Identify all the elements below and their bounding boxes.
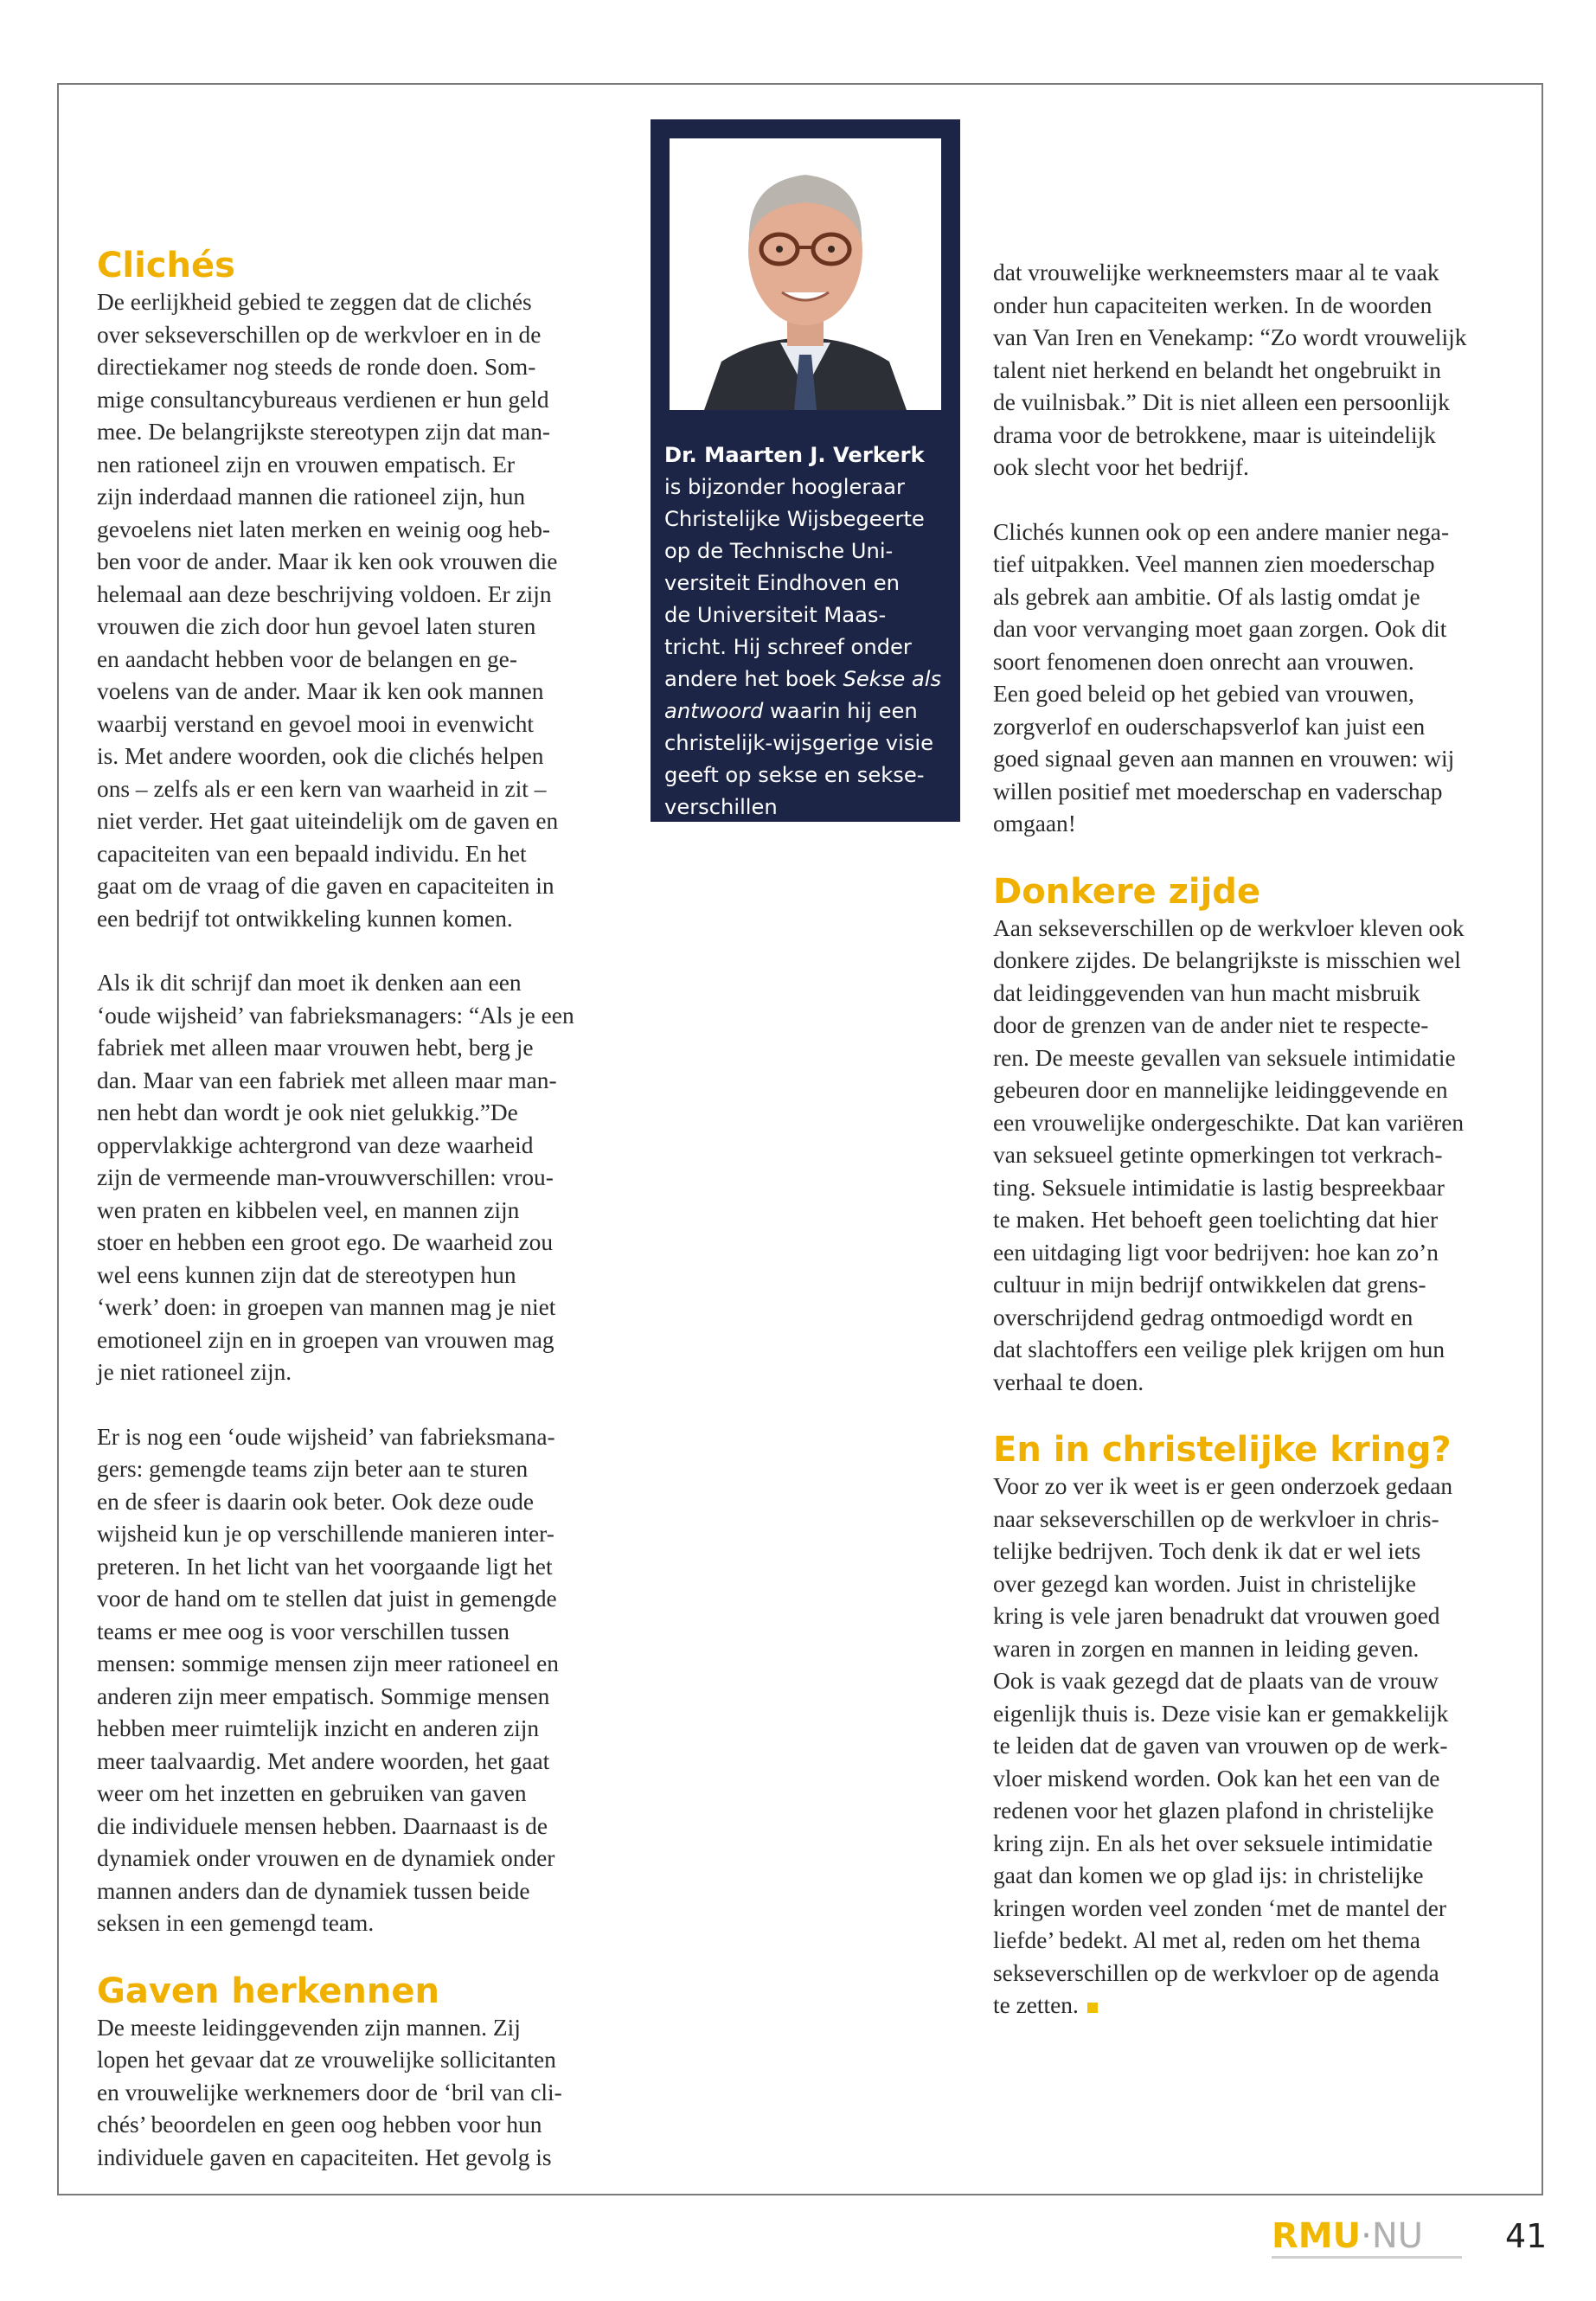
- author-bio-part1: is bijzonder hoogleraar Christelijke Wijsbegeerte op de Technische Uni- versiteit Eindhoven en de Universiteit Maas- tricht. Hij schreef onder andere het boek: [664, 475, 925, 691]
- heading-donkere-zijde: Donkere zijde: [993, 871, 1261, 912]
- heading-gaven-herkennen: Gaven herkennen: [97, 1971, 439, 2011]
- paragraph-cliches: De eerlijkheid gebied te zeggen dat de clichés over sekseverschillen op de werkvloer en in de directiekamer nog steeds de ronde doen. Som- mige consultancybureaus verdienen er hun geld mee. De belangrijkste stereotypen zijn dat man- nen rationeel zijn en vrouwen empatisch. Er zijn inderdaad mannen die rationeel zijn, hun gevoelens niet laten merken en weinig oog heb- ben voor de ander. Maar ik ken ook vrouwen die helemaal aan deze beschrijving voldoen. Er zijn vrouwen die zich door hun gevoel laten sturen en aandacht hebben voor de belangen en ge- voelens van de ander. Maar ik ken ook mannen waarbij verstand en gevoel mooi in evenwicht is. Met andere woorden, ook die clichés helpen ons – zelfs als er een kern van waarheid in zit – niet verder. Het gaat uiteindelijk om de gaven en capaciteiten van een bepaald individu. En het gaat om de vraag of die gaven en capaciteiten in een bedrijf tot ontwikkeling kunnen komen.: [97, 289, 559, 932]
- article-left-column: [97, 247, 616, 2206]
- logo-rmu-text: RMU: [1272, 2216, 1362, 2256]
- heading-cliches: Clichés: [97, 246, 235, 285]
- paragraph-oude-wijsheid-2: Er is nog een ‘oude wijsheid’ van fabrieksmana- gers: gemengde teams zijn beter aan te sturen en de sfeer is daarin ook beter. Ook deze oude wijsheid kun je op verschillende manieren inter- preteren. In het licht van het voorgaande ligt het voor de hand om te stellen dat juist in gemengde teams er mee oog is voor verschillen tussen mensen: sommige mensen zijn meer rationeel en anderen zijn meer empatisch. Sommige mensen hebben meer ruimtelijk inzicht en anderen zijn meer taalvaardig. Met andere woorden, het gaat weer om het inzetten en gebruiken van gaven die individuele mensen hebben. Daarnaast is de dynamiek onder vrouwen en de dynamiek onder mannen anders dan de dynamiek tussen beide seksen in een gemengd team.: [97, 1423, 559, 1936]
- author-bio-box: [651, 119, 960, 822]
- article-right-column: [993, 257, 1512, 2054]
- paragraph-oude-wijsheid-1: Als ik dit schrijf dan moet ik denken aan een ‘oude wijsheid’ van fabrieksmanagers: “Als je een fabriek met alleen maar vrouwen hebt, berg je dan. Maar van een fabriek met alleen maar man- nen hebt dan wordt je ook niet gelukkig.”De oppervlakkige achtergrond van deze waarheid zijn de vermeende man-vrouwverschillen: vrou- wen praten en kibbelen veel, en mannen zijn stoer en hebben een groot ego. De waarheid zou wel eens kunnen zijn dat de stereotypen hun ‘werk’ doen: in groepen van mannen mag je niet emotioneel zijn en in groepen van vrouwen mag je niet rationeel zijn.: [97, 970, 574, 1385]
- author-bio-part2: waarin hij een christelijk-wijsgerige visie geeft op sekse en sekse- verschillen: [664, 699, 934, 819]
- heading-christelijke-kring: En in christelijke kring?: [993, 1430, 1452, 1470]
- paragraph-gaven-herkennen: De meeste leidinggevenden zijn mannen. Zij lopen het gevaar dat ze vrouwelijke sollicitanten en vrouwelijke werknemers door de ‘bril van cli- chés’ beoordelen en geen oog hebben voor hun individuele gaven en capaciteiten. Het gevolg is: [97, 2014, 562, 2170]
- paragraph-christelijke-kring: [993, 1471, 1512, 2022]
- logo-underline: [1272, 2256, 1462, 2259]
- author-name: Dr. Maarten J. Verkerk: [664, 443, 925, 467]
- author-photo: [670, 138, 941, 410]
- logo-nu-text: NU: [1371, 2216, 1424, 2256]
- rmu-nu-logo: [1272, 2214, 1462, 2258]
- author-portrait-icon: [670, 138, 941, 410]
- logo-dot: ·: [1361, 2216, 1372, 2256]
- paragraph-donkere-zijde: Aan sekseverschillen op de werkvloer kleven ook donkere zijdes. De belangrijkste is misschien wel dat leidinggevenden van hun macht misbruik door de grenzen van de ander niet te respecte- ren. De meeste gevallen van seksuele intimidatie gebeuren door en mannelijke leidinggevende en een vrouwelijke ondergeschikte. Dat kan variëren van seksueel getinte opmerkingen tot verkrach- ting. Seksuele intimidatie is lastig bespreekbaar te maken. Het behoeft geen toelichting dat hier een uitdaging ligt voor bedrijven: hoe kan zo’n cultuur in mijn bedrijf ontwikkelen dat grens- overschrijdend gedrag ontmoedigd wordt en dat slachtoffers een veilige plek krijgen om hun verhaal te doen.: [993, 914, 1465, 1395]
- paragraph-capaciteiten: dat vrouwelijke werkneemsters maar al te vaak onder hun capaciteiten werken. In de woorden van Van Iren en Venekamp: “Zo wordt vrouwelijk talent niet herkend en belandt het ongebruikt in de vuilnisbak.” Dit is niet alleen een persoonlijk drama voor de betrokkene, maar is uiteindelijk ook slecht voor het bedrijf.: [993, 260, 1467, 480]
- author-bio-text: [664, 439, 950, 824]
- author-book-title: Sekse als antwoord: [664, 667, 942, 723]
- paragraph-moederschap: Clichés kunnen ook op een andere manier nega- tief uitpakken. Veel mannen zien moederschap als gebrek aan ambitie. Of als lastig omdat je dan voor vervanging moet gaan zorgen. Ook dit soort fenomenen doen onrecht aan vrouwen. Een goed beleid op het gebied van vrouwen, zorgverlof en ouderschapsverlof kan juist een goed signaal geven aan mannen en vrouwen: wij willen positief met moederschap en vaderschap omgaan!: [993, 518, 1455, 836]
- page-number: 41: [1505, 2217, 1548, 2255]
- end-mark-icon: [1087, 2003, 1098, 2013]
- paragraph-christelijke-kring-text: Voor zo ver ik weet is er geen onderzoek gedaan naar sekseverschillen op de werkvloer in chris- telijke bedrijven. Toch denk ik dat er wel iets over gezegd kan worden. Juist in christelijke kring is vele jaren benadrukt dat vrouwen goed waren in zorgen en mannen in leiding geven. Ook is vaak gezegd dat de plaats van de vrouw eigenlijk thuis is. Deze visie kan er gemakkelijk te leiden dat de gaven van vrouwen op de werk- vloer miskend worden. Ook kan het een van de redenen voor het glazen plafond in christelijke kring zijn. En als het over seksuele intimidatie gaat dan komen we op glad ijs: in christelijke kringen worden veel zonden ‘met de mantel der liefde’ bedekt. Al met al, reden om het thema sekseverschillen op de werkvloer op de agenda te zetten.: [993, 1473, 1453, 2018]
